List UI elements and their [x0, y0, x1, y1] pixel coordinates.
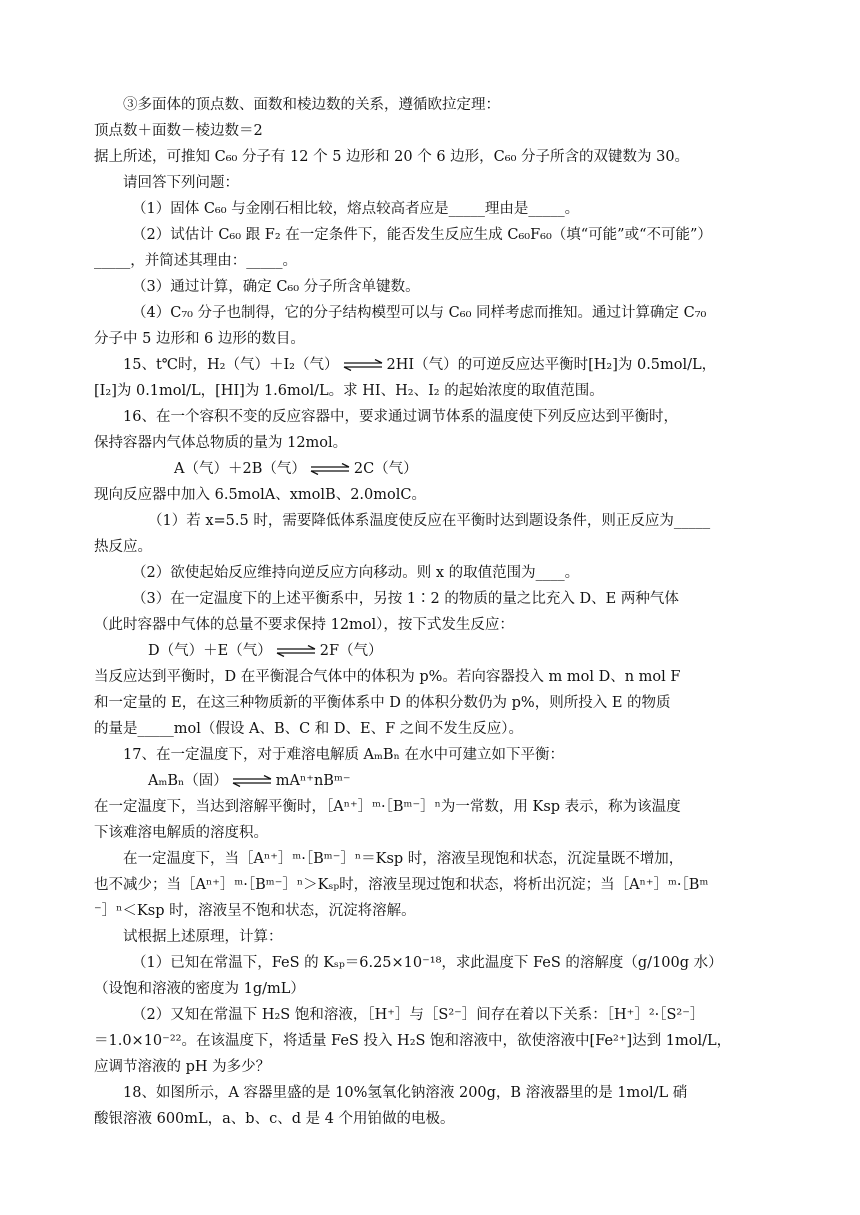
text-line: 现向反应器中加入 6.5molA、xmolB、2.0molC。: [94, 487, 426, 503]
equation-left: A（气）＋2B（气）: [174, 461, 306, 477]
text-line: （1）固体 C₆₀ 与金刚石相比较，熔点较高者应是_____理由是_____。: [132, 201, 580, 217]
text-line: 16、在一个容积不变的反应容器中，要求通过调节体系的温度使下列反应达到平衡时，: [123, 409, 678, 425]
text-line: （4）C₇₀ 分子也制得，它的分子结构模型可以与 C₆₀ 同样考虑而推知。通过计算确定 C₇₀: [132, 305, 707, 321]
document-page: [94, 92, 774, 1132]
text-line: 热反应。: [94, 539, 152, 555]
text-line: ＝1.0×10⁻²²。在该温度下，将适量 FeS 投入 H₂S 饱和溶液中，欲使溶液中[Fe²⁺]达到 1mol/L，: [94, 1033, 732, 1049]
equilibrium-arrow-icon: [231, 775, 273, 787]
text-line: （2）又知在常温下 H₂S 饱和溶液，［H⁺］与［S²⁻］间存在着以下关系：［H⁺］²·［S²⁻］: [132, 1007, 705, 1023]
text-line: 18、如图所示，A 容器里盛的是 10%氢氧化钠溶液 200g，B 溶液器里的是 1mol/L 硝: [123, 1085, 688, 1101]
equation-right: 2F（气）: [319, 643, 383, 659]
text-line: 顶点数＋面数－棱边数＝2: [94, 123, 263, 139]
text-line: 当反应达到平衡时，D 在平衡混合气体中的体积为 p%。若向容器投入 m mol D、n mol F: [94, 669, 681, 685]
text-line: （2）欲使起始反应维持向逆反应方向移动。则 x 的取值范围为____。: [132, 565, 580, 581]
text-line: [94, 638, 774, 664]
text-line: [94, 352, 774, 378]
text-line: 也不减少；当［Aⁿ⁺］ᵐ·［Bᵐ⁻］ⁿ＞Kₛₚ时，溶液呈现过饱和状态，将析出沉淀；当［Aⁿ⁺］ᵐ·［Bᵐ: [94, 877, 709, 893]
text-line: 在一定温度下，当［Aⁿ⁺］ᵐ·［Bᵐ⁻］ⁿ＝Ksp 时，溶液呈现饱和状态，沉淀量既不增加，: [123, 851, 684, 867]
text-line: [94, 768, 774, 794]
equation-left: 15、t℃时，H₂（气）＋I₂（气）: [123, 357, 339, 373]
equilibrium-arrow-icon: [309, 463, 351, 475]
text-line: 在一定温度下，当达到溶解平衡时，［Aⁿ⁺］ᵐ·［Bᵐ⁻］ⁿ为一常数，用 Ksp 表示，称为该温度: [94, 799, 681, 815]
text-line: 应调节溶液的 pH 为多少？: [94, 1059, 271, 1075]
equation-left: D（气）＋E（气）: [148, 643, 272, 659]
text-line: （1）已知在常温下，FeS 的 Kₛₚ＝6.25×10⁻¹⁸，求此温度下 FeS 的溶解度（g/100g 水）: [132, 955, 723, 971]
text-line: 的量是_____mol（假设 A、B、C 和 D、E、F 之间不发生反应）。: [94, 721, 524, 737]
equation-left: AₘBₙ（固）: [148, 773, 228, 789]
text-line: 据上所述，可推知 C₆₀ 分子有 12 个 5 边形和 20 个 6 边形，C₆₀ 分子所含的双键数为 30。: [94, 149, 690, 165]
text-line: 请回答下列问题：: [123, 175, 239, 191]
text-line: 保持容器内气体总物质的量为 12mol。: [94, 435, 348, 451]
equation-right: 2HI（气）的可逆反应达平衡时[H₂]为 0.5mol/L，: [386, 357, 717, 373]
text-line: 试根据上述原理，计算：: [123, 929, 283, 945]
text-line: ⁻］ⁿ＜Ksp 时，溶液呈不饱和状态，沉淀将溶解。: [94, 903, 416, 919]
text-line: （2）试估计 C₆₀ 跟 F₂ 在一定条件下，能否发生反应生成 C₆₀F₆₀（填“可能”或“不可能”）: [132, 227, 712, 243]
text-line: [94, 456, 774, 482]
text-line: 酸银溶液 600mL，a、b、c、d 是 4 个用铂做的电极。: [94, 1111, 455, 1127]
equilibrium-arrow-icon: [342, 359, 384, 371]
equilibrium-arrow-icon: [275, 645, 317, 657]
text-line: （3）在一定温度下的上述平衡系中，另按 1∶2 的物质的量之比充入 D、E 两种气体: [132, 591, 679, 607]
text-line: （1）若 x=5.5 时，需要降低体系温度使反应在平衡时达到题设条件，则正反应为_____: [148, 513, 711, 529]
text-line: （此时容器中气体的总量不要求保持 12mol），按下式发生反应：: [94, 617, 514, 633]
text-line: 分子中 5 边形和 6 边形的数目。: [94, 331, 305, 347]
text-line: _____，并简述其理由：_____。: [94, 253, 297, 269]
text-line: [I₂]为 0.1mol/L，[HI]为 1.6mol/L。求 HI、H₂、I₂ 的起始浓度的取值范围。: [94, 383, 604, 399]
text-line: ③多面体的顶点数、面数和棱边数的关系，遵循欧拉定理：: [123, 97, 500, 113]
equation-right: mAⁿ⁺nBᵐ⁻: [275, 773, 351, 789]
equation-right: 2C（气）: [353, 461, 418, 477]
text-line: 和一定量的 E，在这三种物质新的平衡体系中 D 的体积分数仍为 p%，则所投入 E 的物质: [94, 695, 671, 711]
text-line: （3）通过计算，确定 C₆₀ 分子所含单键数。: [132, 279, 420, 295]
text-line: （设饱和溶液的密度为 1g/mL）: [94, 981, 305, 997]
text-line: 下该难溶电解质的溶度积。: [94, 825, 268, 841]
text-line: 17、在一定温度下，对于难溶电解质 AₘBₙ 在水中可建立如下平衡：: [123, 747, 564, 763]
